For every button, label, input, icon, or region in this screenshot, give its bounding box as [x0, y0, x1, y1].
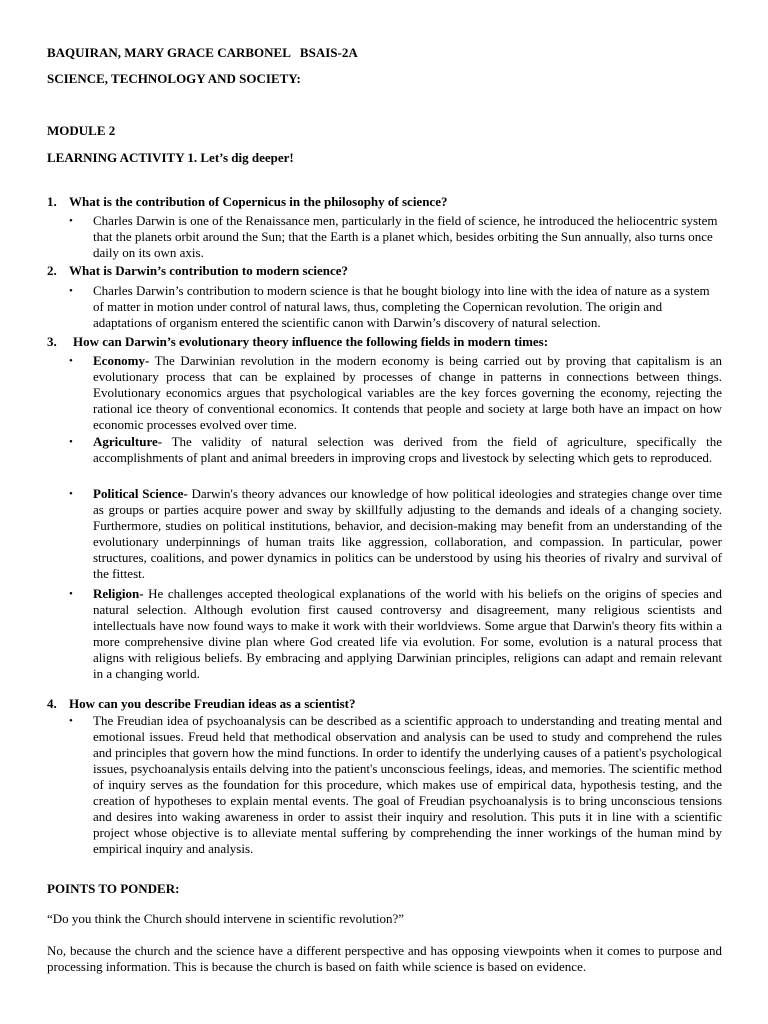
module-title: MODULE 2 [47, 123, 116, 138]
bullet-icon: • [69, 285, 73, 297]
bullet-icon: • [69, 488, 73, 500]
field-text [93, 486, 722, 582]
question-2-number: 2. [47, 263, 57, 278]
bullet-icon: • [69, 436, 73, 448]
question-1-text: What is the contribution of Copernicus in the philosophy of science? [69, 194, 448, 209]
bullet-icon: • [69, 355, 73, 367]
answer-text: Charles Darwin is one of the Renaissance men, particularly in the field of science, he introduced the heliocentric system that the planets orbit around the Sun; that the Earth is a planet which, besides orbiting the Sun annually, also turns once daily on its own axis. [93, 213, 718, 260]
question-4-answer [69, 713, 722, 857]
field-agriculture [69, 434, 722, 466]
field-term: Agriculture- [93, 434, 163, 449]
field-description: The validity of natural selection was derived from the field of agriculture, specifically the accomplishments of plant and animal breeders in improving crops and livestock by selecting which gets to reproduced. [93, 434, 722, 465]
field-description: The Darwinian revolution in the modern economy is being carried out by proving that capitalism is an evolutionary process that can be explained by processes of change in patterns in connections between things. Evolutionary economics argues that psychological variables are the key forces governing the economy, rejecting the rational ice theory of conventional economics. It contends that people and society at large both have an impact on how economic processes evolved over time. [93, 353, 722, 432]
question-1-answer [69, 213, 722, 261]
field-term: Economy- [93, 353, 150, 368]
bullet-icon: • [69, 588, 73, 600]
question-3-number: 3. [47, 334, 57, 349]
answer-text: Charles Darwin’s contribution to modern science is that he bought biology into line with the idea of nature as a system of matter in motion under control of natural laws, thus, completing the Copernican revolution. The origin and adaptations of organism entered the scientific canon with Darwin’s discovery of natural selection. [93, 283, 710, 330]
field-term: Political Science- [93, 486, 188, 501]
field-text [93, 353, 722, 433]
field-description: Darwin's theory advances our knowledge of how political ideologies and strategies change over time as groups or parties acquire power and sway by skillfully adjusting to the demands and ideals of a changing society. Furthermore, studies on political institutions, behavior, and decision-making may benefit from an understanding of the evolutionary underpinnings of human traits like aggression, collaboration, and compassion. In particular, power structures, coalitions, and power dynamics in politics can be understood by using his theories of rivalry and survival of the fittest. [93, 486, 722, 581]
question-2-answer [69, 283, 722, 331]
field-political-science [69, 486, 722, 582]
student-name-line: BAQUIRAN, MARY GRACE CARBONEL BSAIS-2A [47, 45, 358, 60]
field-term: Religion- [93, 586, 144, 601]
bullet-icon: • [69, 715, 73, 727]
subject-title: SCIENCE, TECHNOLOGY AND SOCIETY: [47, 71, 301, 86]
question-2-text: What is Darwin’s contribution to modern science? [69, 263, 349, 278]
field-economy [69, 353, 722, 433]
activity-title: LEARNING ACTIVITY 1. Let’s dig deeper! [47, 150, 294, 165]
field-text [93, 434, 722, 466]
question-3-text: How can Darwin’s evolutionary theory influence the following fields in modern times: [73, 334, 549, 349]
field-text [93, 586, 722, 682]
question-1-number: 1. [47, 194, 57, 209]
question-4-text: How can you describe Freudian ideas as a scientist? [69, 696, 356, 711]
ponder-answer: No, because the church and the science have a different perspective and has opposing viewpoints when it comes to purpose and processing information. This is because the church is based on faith while science is based on evidence. [47, 943, 722, 974]
bullet-icon: • [69, 215, 73, 227]
field-description: He challenges accepted theological explanations of the world with his beliefs on the origins of species and natural selection. Although evolution first caused controversy and disagreement, many religious scientists and intellectuals have now found ways to make it work with their worldviews. Some argue that Darwin's theory fits within a more comprehensive divine plan where God created life via evolution. For some, evolution is a natural process that aligns with religious beliefs. By embracing and applying Darwinian principles, religions can adapt and remain relevant in a changing world. [93, 586, 722, 681]
ponder-heading: POINTS TO PONDER: [47, 881, 180, 896]
answer-text: The Freudian idea of psychoanalysis can be described as a scientific approach to understanding and treating mental and emotional issues. Freud held that methodical observation and analysis can be used to study and comprehend the rules and principles that govern how the mind functions. In order to identify the underlying causes of a patient's psychological issues, psychoanalysis entails delving into the patient's unconscious feelings, ideas, and memories. The scientific method of inquiry serves as the foundation for this procedure, which makes use of empirical data, hypothesis testing, and the creation of hypotheses to explain mental events. The goal of Freudian psychoanalysis is to bring unconscious tensions and desires into waking awareness in order to assist their inquiry and resolution. This puts it in line with a scientific project whose objective is to alleviate mental suffering by comprehending the inner workings of the human mind by empirical inquiry and analysis. [93, 713, 722, 856]
field-religion [69, 586, 722, 682]
ponder-question: “Do you think the Church should intervene in scientific revolution?” [47, 911, 405, 926]
question-4-number: 4. [47, 696, 57, 711]
